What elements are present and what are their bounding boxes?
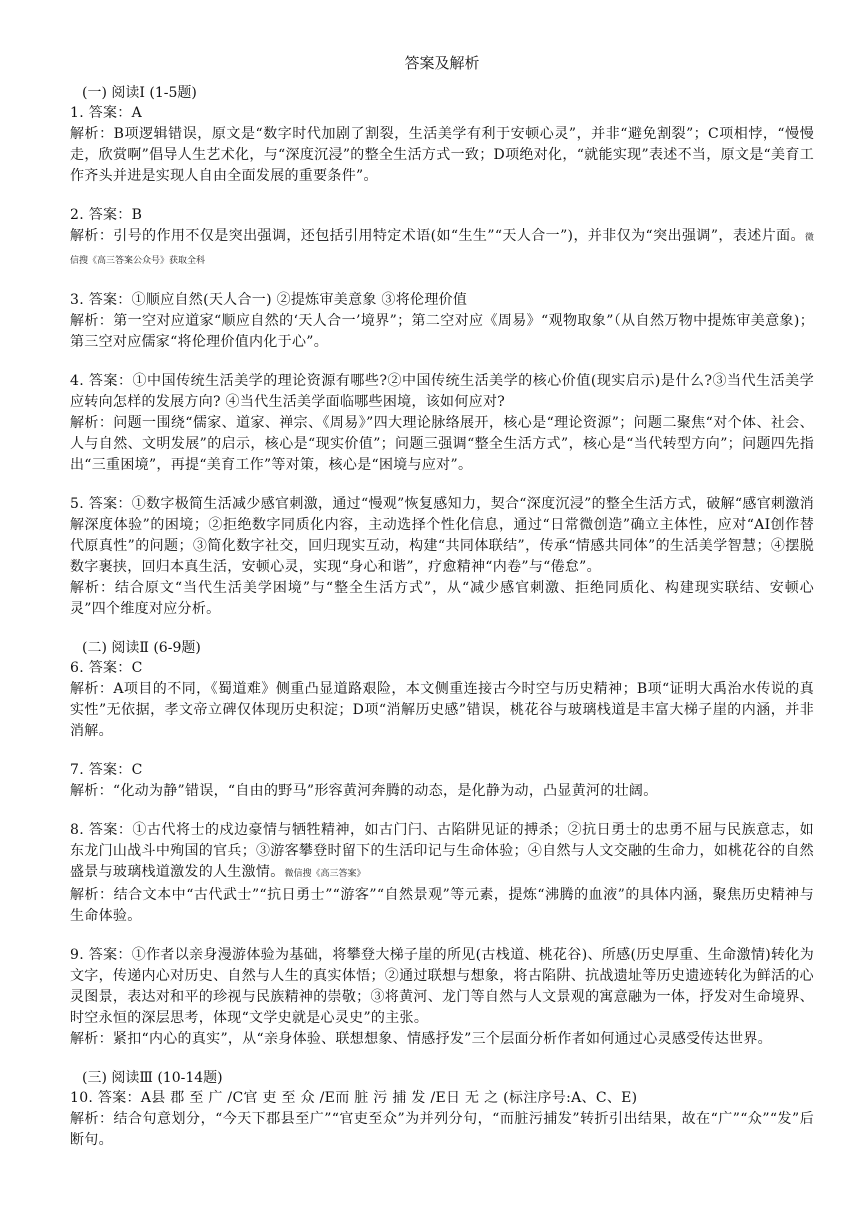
answer-line: 9. 答案：①作者以亲身漫游体验为基础，将攀登大梯子崖的所见(古栈道、桃花谷)、所感(历史厚重、生命激情)转化为文字，传递内心对历史、自然与人生的真实体悟；②通过联想与想象，将古陷阱、抗战遗址等历史遗迹转化为鲜活的心灵图景，表达对和平的珍视与民族精神的崇敬；③将黄河、龙门等自然与人文景观的寓意融为一体，抒发对生命境界、时空永恒的深层思考，体现“文学史就是心灵史”的主张。 (70, 947, 814, 1026)
analysis-text: 解析：A项目的不同，《蜀道难》侧重凸显道路艰险，本文侧重连接古今时空与历史精神；B项“证明大禹治水传说的真实性”无依据，孝文帝立碑仅体现历史积淀；D项“消解历史感”错误，桃花谷与玻璃栈道是丰富大梯子崖的内涵，并非消解。 (70, 681, 814, 739)
page-title: 答案及解析 (404, 54, 480, 72)
analysis-text (70, 226, 814, 272)
section-heading-reading-1: (一) 阅读Ⅰ (1-5题) (82, 85, 197, 101)
watermark-text: 微信搜《高三答案》 (284, 869, 366, 879)
answer-block-q4 (70, 371, 814, 476)
answer-line: 5. 答案：①数字极简生活减少感官刺激，通过“慢观”恢复感知力，契合“深度沉浸”的整全生活方式，破解“感官刺激消解深度体验”的困境；②拒绝数字同质化内容，主动选择个性化信息，通过“日常微创造”确立主体性，应对“AI创作替代原真性”的问题；③简化数字社交，回归现实互动，构建“共同体联结”，传承“情感共同体”的生活美学智慧；④摆脱数字裹挟，回归本真生活，安顿心灵，实现“身心和谐”，疗愈精神“内卷”与“倦怠”。 (70, 496, 814, 575)
answer-block-q10 (70, 1088, 814, 1151)
answer-line: 1. 答案：A (70, 105, 143, 121)
answer-block-q6 (70, 658, 814, 742)
answer-block-q8 (70, 820, 814, 927)
answer-block-q3 (70, 290, 814, 353)
analysis-text: 解析：结合文本中“古代武士”“抗日勇士”“游客”“自然景观”等元素，提炼“沸腾的血液”的具体内涵，聚焦历史精神与生命体验。 (70, 887, 814, 924)
answer-body: 8. 答案：①古代将士的戍边豪情与牺牲精神，如古门闩、古陷阱见证的搏杀；②抗日勇士的忠勇不屈与民族意志，如东龙门山战斗中殉国的官兵；③游客攀登时留下的生活印记与生命体验；④自然与人文交融的生命力，如桃花谷的自然盛景与玻璃栈道激发的人生激情。 (70, 822, 814, 880)
answer-line: 10. 答案：A县 郡 至 广 /C官 吏 至 众 /E而 脏 污 捕 发 /E日 无 之 (标注序号:A、C、E) (70, 1090, 638, 1106)
analysis-text: 解析：结合句意划分，“今天下郡县至广”“官吏至众”为并列分句，“而脏污捕发”转折引出结果，故在“广”“众”“发”后断句。 (70, 1111, 814, 1148)
answer-line: 7. 答案：C (70, 762, 143, 778)
answer-line: 4. 答案：①中国传统生活美学的理论资源有哪些?②中国传统生活美学的核心价值(现实启示)是什么?③当代生活美学应转向怎样的发展方向? ④当代生活美学面临哪些困境，该如何应对? (70, 373, 814, 410)
analysis-text: 解析：第一空对应道家“顺应自然的‘天人合一’境界”；第二空对应《周易》“观物取象”（从自然万物中提炼审美意象)；第三空对应儒家“将伦理价值内化于心”。 (70, 313, 814, 350)
answer-block-q9 (70, 945, 814, 1050)
section-heading-reading-2: (二) 阅读Ⅱ (6-9题) (82, 640, 201, 656)
analysis-text: 解析：结合原文“当代生活美学困境”与“整全生活方式”，从“减少感官刺激、拒绝同质化、构建现实联结、安顿心灵”四个维度对应分析。 (70, 580, 814, 617)
answer-sheet-page (70, 52, 814, 1169)
answer-line (70, 820, 814, 885)
answer-block-q2 (70, 205, 814, 272)
analysis-text: 解析：“化动为静”错误，“自由的野马”形容黄河奔腾的动态，是化静为动，凸显黄河的壮阔。 (70, 783, 658, 799)
answer-block-q1 (70, 103, 814, 187)
answer-line: 3. 答案：①顺应自然(天人合一) ②提炼审美意象 ③将伦理价值 (70, 292, 468, 308)
answer-line: 6. 答案：C (70, 660, 143, 676)
analysis-text: 解析：问题一围绕“儒家、道家、禅宗、《周易》”四大理论脉络展开，核心是“理论资源”；问题二聚焦“对个体、社会、人与自然、文明发展”的启示，核心是“现实价值”；问题三强调“整全生活方式”，核心是“当代转型方向”；问题四先指出“三重困境”，再提“美育工作”等对策，核心是“困境与应对”。 (70, 415, 814, 473)
watermark-text: 微信搜《高三答案公众号》获取全科 (70, 233, 814, 266)
analysis-body: 解析：引号的作用不仅是突出强调，还包括引用特定术语(如“生生”“天人合一”)，并非仅为“突出强调”，表述片面。 (70, 228, 805, 244)
analysis-text: 解析：B项逻辑错误，原文是“数字时代加剧了割裂，生活美学有利于安顿心灵”，并非“避免割裂”；C项相悖，“慢慢走，欣赏啊”倡导人生艺术化，与“深度沉浸”的整全生活方式一致；D项绝对化，“就能实现”表述不当，原文是“美育工作齐头并进是实现人自由全面发展的重要条件”。 (70, 126, 814, 184)
answer-block-q7 (70, 760, 814, 802)
answer-block-q5 (70, 494, 814, 620)
analysis-text: 解析：紧扣“内心的真实”，从“亲身体验、联想想象、情感抒发”三个层面分析作者如何通过心灵感受传达世界。 (70, 1031, 772, 1047)
answer-line: 2. 答案：B (70, 207, 143, 223)
section-heading-reading-3: (三) 阅读Ⅲ (10-14题) (82, 1070, 223, 1086)
